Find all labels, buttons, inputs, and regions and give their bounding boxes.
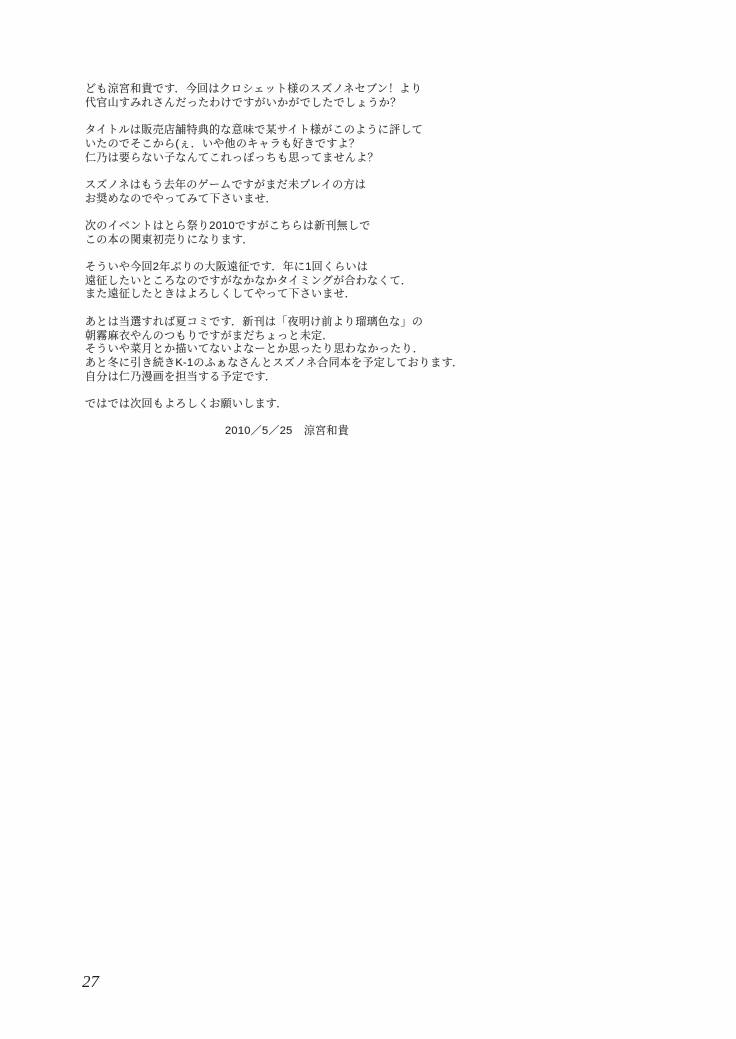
- page-number: 27: [82, 972, 99, 991]
- text-line: 仁乃は要らない子なんてこれっぽっちも思ってませんよ？: [85, 151, 379, 164]
- text-line: そういや菜月とか描いてないよなーとか思ったり思わなかったり．: [85, 343, 424, 356]
- text-line: 朝霧麻衣やんのつもりですがまだちょっと未定．: [85, 329, 334, 342]
- afterword-paragraph: [85, 261, 535, 302]
- text-line: あとは当選すれば夏コミです．新刊は「夜明け前より瑠璃色な」の: [85, 315, 424, 328]
- text-line: そういや今回2年ぶりの大阪遠征です．年に1回くらいは: [85, 261, 369, 274]
- afterword-paragraph: [85, 316, 535, 385]
- text-line: ではでは次回もよろしくお願いします．: [85, 398, 288, 411]
- text-line: いたのでそこから(ぇ．いや他のキャラも好きですよ？: [85, 137, 361, 150]
- text-line: 自分は仁乃漫画を担当する予定です．: [85, 370, 277, 383]
- afterword-paragraph: [85, 83, 535, 110]
- text-line: また遠征したときはよろしくしてやって下さいませ．: [85, 288, 356, 301]
- text-line: お奨めなのでやってみて下さいませ．: [85, 192, 277, 205]
- afterword-text: [85, 83, 535, 453]
- text-line: タイトルは販売店舗特典的な意味で某サイト様がこのように評して: [85, 124, 424, 137]
- text-line: 次のイベントはとら祭り2010ですがこちらは新刊無しで: [85, 219, 371, 232]
- afterword-paragraph: [85, 179, 535, 206]
- text-line: この本の関東初売りになります．: [85, 233, 254, 246]
- afterword-paragraph: [85, 398, 535, 412]
- text-line: ども涼宮和貴です．今回はクロシェット様のスズノネセブン！より: [85, 83, 423, 95]
- signature-line: 2010／5／25 涼宮和貴: [225, 425, 350, 438]
- text-line: 代官山すみれさんだったわけですがいかがでしたでしょうか？: [85, 96, 402, 109]
- afterword-paragraph: [85, 220, 535, 247]
- text-line: 遠征したいところなのですがなかなかタイミングが合わなくて．: [85, 274, 413, 287]
- text-line: あと冬に引き続きK-1のふぁなさんとスズノネ合同本を予定しております．: [85, 356, 464, 369]
- text-line: スズノネはもう去年のゲームですがまだ未プレイの方は: [85, 178, 367, 191]
- afterword-paragraph: [85, 124, 535, 165]
